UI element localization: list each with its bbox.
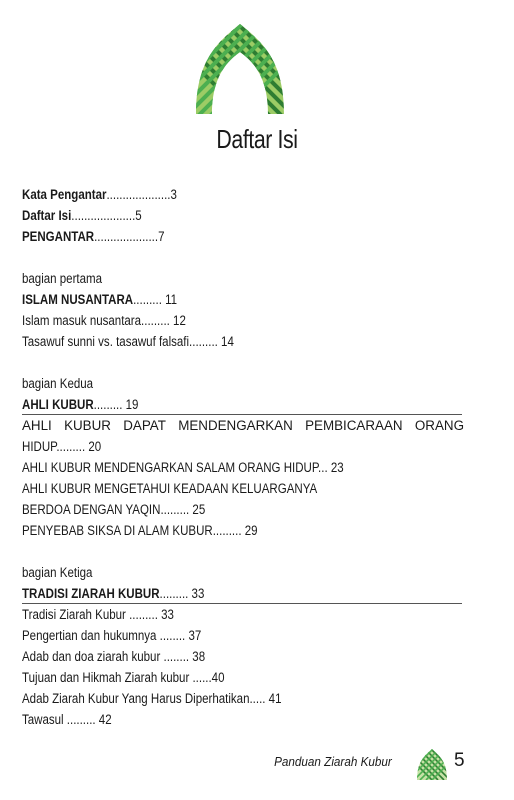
entry-leader: .................... xyxy=(94,229,159,244)
entry-page: 3 xyxy=(170,187,177,202)
part-label: bagian pertama xyxy=(22,271,103,286)
page-footer xyxy=(274,748,478,780)
toc-entry[interactable]: Tasawuf sunni vs. tasawuf falsafi......... 14 xyxy=(22,334,234,349)
toc-entry[interactable]: AHLI KUBUR MENGETAHUI KEADAAN KELUARGANYA xyxy=(22,481,318,496)
dome-logo-icon xyxy=(192,22,288,114)
entry-title: Daftar Isi xyxy=(22,208,72,223)
part-label: bagian Kedua xyxy=(22,376,94,391)
toc-entry-justified[interactable] xyxy=(22,415,464,436)
toc-entry-daftar-isi[interactable] xyxy=(22,205,402,226)
spacer xyxy=(22,541,464,562)
toc-entry[interactable]: AHLI KUBUR MENDENGARKAN SALAM ORANG HIDUP... 23 xyxy=(22,460,344,475)
page-title: Daftar Isi xyxy=(216,124,298,154)
toc-entry[interactable]: BERDOA DENGAN YAQIN......... 25 xyxy=(22,502,206,517)
entry-title: Kata Pengantar xyxy=(22,187,107,202)
word: PEMBICARAAN xyxy=(305,418,403,433)
part-heading[interactable] xyxy=(22,394,402,415)
part-heading-title: AHLI KUBUR xyxy=(22,397,94,412)
toc-entry[interactable]: Tawasul ......... 42 xyxy=(22,712,112,727)
word: KUBUR xyxy=(64,418,111,433)
spacer xyxy=(22,247,464,268)
part-heading-page: ......... 33 xyxy=(159,586,205,601)
page-number: 5 xyxy=(454,750,465,771)
part-heading-page: ......... 11 xyxy=(133,292,178,307)
word: ORANG xyxy=(414,418,464,433)
table-of-contents xyxy=(22,184,464,730)
toc-entry[interactable]: Tradisi Ziarah Kubur ......... 33 xyxy=(22,607,174,622)
part-heading-page: ......... 19 xyxy=(93,397,139,412)
part-label: bagian Ketiga xyxy=(22,565,93,580)
part-heading-title: TRADISI ZIARAH KUBUR xyxy=(22,586,160,601)
toc-entry-pengantar[interactable] xyxy=(22,226,402,247)
word: AHLI xyxy=(22,418,52,433)
part-heading[interactable] xyxy=(22,289,402,310)
entry-page: 7 xyxy=(158,229,165,244)
entry-leader: .................... xyxy=(106,187,171,202)
word: MENDENGARKAN xyxy=(178,418,293,433)
toc-entry[interactable]: Adab Ziarah Kubur Yang Harus Diperhatikan..... 41 xyxy=(22,691,282,706)
part-heading-title: ISLAM NUSANTARA xyxy=(22,292,134,307)
toc-entry[interactable]: PENYEBAB SIKSA DI ALAM KUBUR......... 29 xyxy=(22,523,258,538)
toc-entry[interactable]: HIDUP......... 20 xyxy=(22,439,102,454)
spacer xyxy=(22,352,464,373)
toc-entry-kata-pengantar[interactable] xyxy=(22,184,402,205)
toc-entry[interactable]: Islam masuk nusantara......... 12 xyxy=(22,313,186,328)
toc-entry[interactable]: Pengertian dan hukumnya ........ 37 xyxy=(22,628,202,643)
word: DAPAT xyxy=(123,418,166,433)
small-dome-logo-icon xyxy=(416,748,448,780)
toc-entry[interactable]: Adab dan doa ziarah kubur ........ 38 xyxy=(22,649,206,664)
entry-page: 5 xyxy=(135,208,142,223)
footer-book-title: Panduan Ziarah Kubur xyxy=(274,754,392,769)
entry-leader: .................... xyxy=(71,208,136,223)
entry-title: PENGANTAR xyxy=(22,229,95,244)
toc-entry[interactable]: Tujuan dan Hikmah Ziarah kubur ......40 xyxy=(22,670,225,685)
part-heading[interactable] xyxy=(22,583,402,604)
